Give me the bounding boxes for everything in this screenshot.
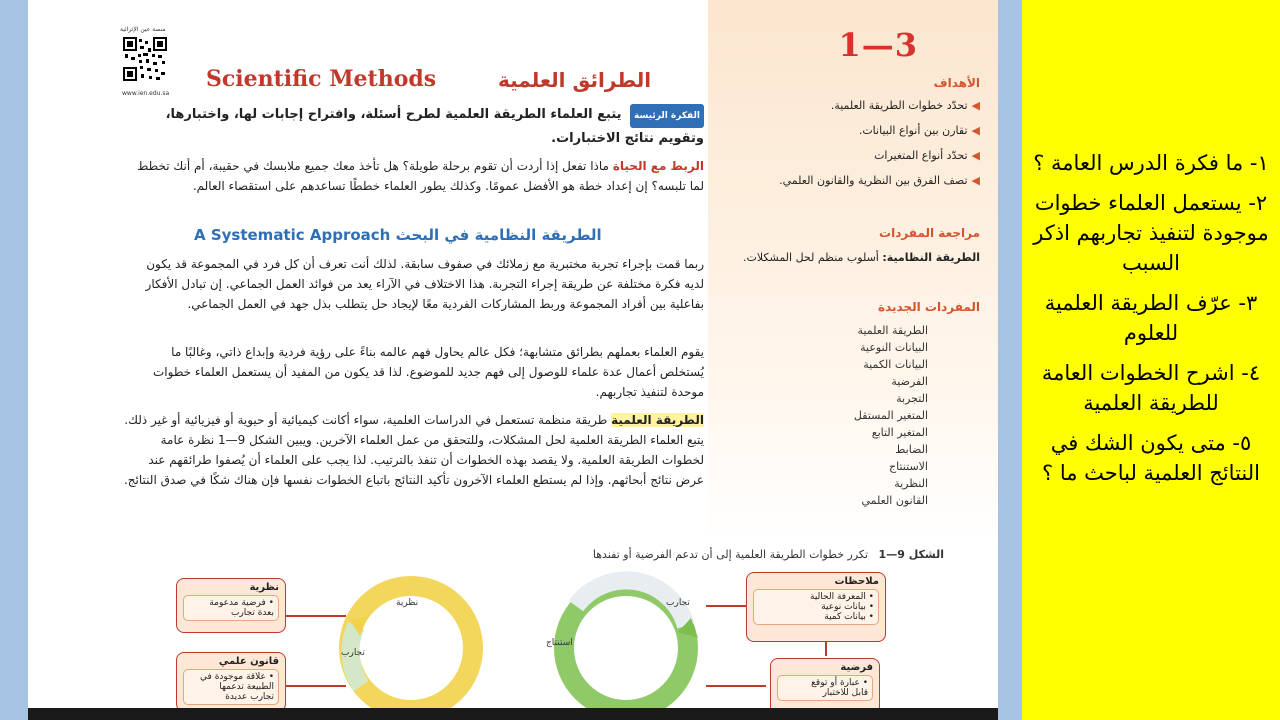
figure-caption-text: تكرر خطوات الطريقة العلمية إلى أن تدعم الفرضية أو تفندها: [592, 548, 869, 561]
vocab-item: البيانات الكمية: [863, 358, 928, 371]
new-vocab-heading: المفردات الجديدة: [878, 300, 980, 314]
law-line: الطبيعة تدعمها: [219, 682, 274, 692]
vocab-item: المتغير المستقل: [853, 409, 928, 422]
real-world-lead: الربط مع الحياة: [612, 159, 704, 173]
observations-list: [753, 589, 879, 625]
law-line: تجارب عديدة: [225, 692, 274, 702]
theory-box: [176, 578, 286, 633]
vocab-item: الطريقة العلمية: [857, 324, 928, 337]
vocab-item: الفرضية: [891, 375, 928, 388]
vocab-item: البيانات النوعية: [860, 341, 928, 354]
objectives-sidebar: [708, 0, 998, 540]
observation-item: • بيانات نوعية: [821, 602, 874, 612]
theory-line: بعدة تجارب: [230, 608, 274, 618]
review-vocab: [724, 250, 980, 266]
right-gutter: [998, 0, 1022, 720]
questions-panel: [1022, 0, 1280, 720]
paragraph-1: ربما قمت بإجراء تجربة مختبرية مع زملائك في صفوف سابقة. لذلك أنت تعرف أن كل فرد في المجموعة قد يكون لديه فكرة مختلفة عن طريقة إجراء التجربة. هذا الاختلاف في الآراء يعد من فوائد العمل الجماعي. إن تبادل الأفكار بفاعلية بين أفراد المجموعة وربط المشاركات الفردية معًا لإيجاد حل يتطلب بذل جهد في العمل الجماعي.: [145, 257, 704, 311]
new-vocab-list: [738, 322, 928, 509]
hypothesis-title: فرضية: [840, 662, 873, 673]
left-margin: [0, 0, 28, 720]
lesson-title-ar: الطرائق العلمية: [498, 68, 652, 92]
hypothesis-text: [777, 675, 873, 701]
paragraph-2: يقوم العلماء بعملهم بطرائق متشابهة؛ فكل عالم يحاول فهم عالمه بناءً على رؤية فردية وإبداع ذاتي، وغالبًا ما يُستخلص أعمال عدة علماء للوصول إلى فهم جديد للموضوع. لذا قد يكون من المفيد أن يستعمل العلماء خطوات موحدة لتنفيذ تجاربهم.: [152, 345, 704, 399]
big-idea: [124, 104, 704, 150]
objective-item: ◀تصف الفرق بين النظرية والقانون العلمي.: [779, 174, 980, 187]
objective-item: ◀تحدّد أنواع المتغيرات: [874, 149, 980, 162]
lesson-title-en: Scientific Methods: [206, 66, 437, 92]
cycle-label: نظرية: [396, 598, 419, 608]
paragraph-3-text: طريقة منظمة تستعمل في الدراسات العلمية، سواء أكانت كيميائية أو حيوية أو فيزيائية أو غير ذلك. يتبع العلماء الطريقة العلمية لحل المشكلات، وللتحقق من عمل العلماء الآخرين. ويبين الشكل 9—1 نظرة عامة لخطوات الطريقة العلمية. ولا يقصد بهذه الخطوات أن تنفذ بالترتيب. لذا يجب على العلماء أن يُصفوا طرائقهم عند عرض نتائج أبحاثهم. وإذا لم يستطع العلماء الآخرون تأكيد النتائج باتباع الخطوات نفسها فإن هناك شكًا في صدق النتائج.: [123, 413, 704, 487]
vocab-item: النظرية: [894, 477, 928, 490]
paragraph-3: [124, 410, 704, 490]
figure-scientific-method: [106, 548, 980, 708]
qr-label: منصة عين الإثرائية: [120, 26, 166, 33]
observation-item: • بيانات كمية: [824, 612, 874, 622]
scientific-law-box: [176, 652, 286, 708]
real-world-paragraph: [124, 156, 704, 196]
law-text: [183, 669, 279, 705]
vocab-item: القانون العلمي: [861, 494, 928, 507]
cycle-label: استنتاج: [546, 638, 573, 648]
observation-item: • المعرفة الحالية: [810, 592, 874, 602]
big-idea-text: يتبع العلماء الطريقة العلمية لطرح أسئلة، وافتراح إجابات لها، واختبارها، وتقويم نتائج الاختبارات.: [165, 107, 704, 146]
observations-title: ملاحظات: [834, 576, 879, 587]
section-heading: A Systematic Approach الطريقة النظامية في البحث: [194, 226, 602, 244]
law-line: • علاقة موجودة في: [200, 672, 274, 682]
theory-title: نظرية: [249, 582, 279, 593]
vocab-item: الاستنتاج: [889, 460, 928, 473]
figure-number: الشكل 9—1: [878, 548, 944, 561]
question-1: ١- ما فكرة الدرس العامة ؟: [1033, 151, 1269, 175]
hypothesis-line: قابل للاختبار: [822, 688, 868, 698]
vocab-item: المتغير التابع: [871, 426, 928, 439]
vocab-item: الضابط: [895, 443, 928, 456]
objectives-list: [724, 98, 980, 189]
figure-caption: [593, 548, 944, 561]
vocab-item: التجربة: [896, 392, 928, 405]
question-4: ٤- اشرح الخطوات العامة للطريقة العلمية: [1041, 361, 1261, 415]
question-3: ٣- عرّف الطريقة العلمية للعلوم: [1044, 291, 1258, 345]
real-world-text: ماذا تفعل إذا أردت أن تقوم برحلة طويلة؟ هل تأخذ معك جميع ملابسك في حقيبة، أم أنك تخطط لما تلبسه؟ إن إعداد خطة هو الأفضل عمومًا. وكذلك يطور العلماء خططًا تساعدهم على استقصاء العالم.: [137, 159, 704, 193]
cycle-label: تجارب: [666, 598, 690, 608]
big-idea-badge: الفكرة الرئيسة: [630, 104, 704, 128]
theory-line: • فرضية مدعومة: [209, 598, 274, 608]
objectives-heading: الأهداف: [933, 76, 980, 90]
observations-box: [746, 572, 886, 642]
cycle-label: تجارب: [341, 648, 365, 658]
objective-item: ◀تحدّد خطوات الطريقة العلمية.: [830, 99, 980, 112]
hypothesis-box: [770, 658, 880, 708]
qr-url: www.ien.edu.sa: [122, 90, 170, 97]
objective-item: ◀تقارن بين أنواع البيانات.: [858, 124, 980, 137]
hypothesis-line: • عبارة أو توقع: [811, 678, 868, 688]
review-vocab-heading: مراجعة المفردات: [879, 226, 980, 240]
lesson-number: 1—3: [838, 26, 918, 64]
theory-text: [183, 595, 279, 621]
question-5: ٥- متى يكون الشك في النتائج العلمية لباحث ما ؟: [1042, 431, 1260, 485]
review-term: الطريقة النظامية:: [882, 251, 980, 264]
main-text-column: [28, 0, 708, 540]
textbook-page: [28, 0, 998, 708]
highlighted-term: الطريقة العلمية: [611, 413, 704, 427]
law-title: قانون علمي: [218, 656, 279, 667]
question-2: ٢- يستعمل العلماء خطوات موجودة لتنفيذ تجاربهم اذكر السبب: [1033, 191, 1269, 275]
review-definition: أسلوب منظم لحل المشكلات.: [743, 251, 879, 264]
page-bottom-bar: [28, 708, 998, 720]
